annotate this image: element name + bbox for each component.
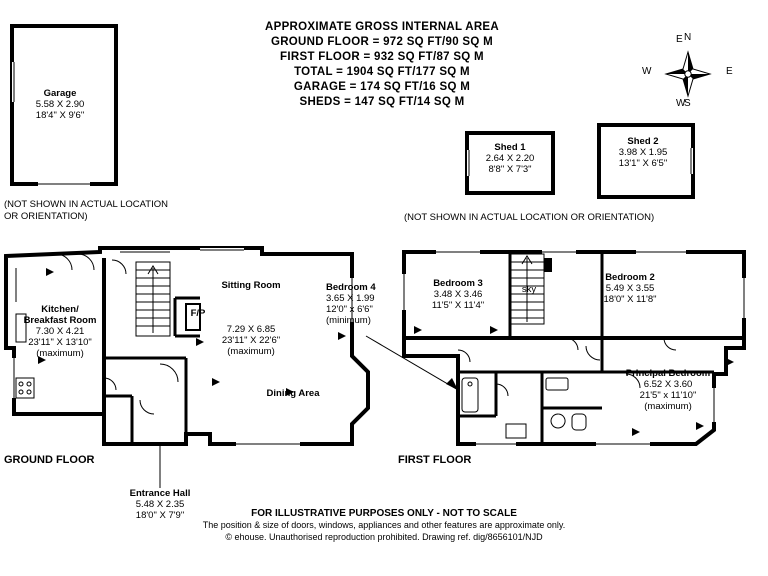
bedroom2-imperial: 18'0" X 11'8" bbox=[603, 294, 657, 305]
sitting-room-metric: 7.29 X 6.85 bbox=[226, 324, 276, 335]
compass-sw-label: W bbox=[676, 98, 686, 109]
area-summary bbox=[212, 20, 552, 110]
sky-label: sky bbox=[521, 284, 537, 295]
shed1-label bbox=[464, 142, 556, 175]
compass-east-label: E bbox=[726, 66, 733, 77]
compass-south-label: S bbox=[684, 98, 691, 109]
area-summary-line: TOTAL = 1904 SQ FT/177 SQ M bbox=[294, 66, 470, 78]
kitchen-name-line1: Kitchen/ bbox=[41, 304, 79, 315]
principal-bedroom-qualifier: (maximum) bbox=[644, 401, 692, 412]
bedroom2-label bbox=[572, 272, 688, 305]
area-summary-line: SHEDS = 147 SQ FT/14 SQ M bbox=[299, 96, 465, 108]
compass-ne-label: E bbox=[676, 34, 683, 45]
entrance-hall-metric: 5.48 X 2.35 bbox=[135, 499, 185, 510]
sheds-location-note bbox=[404, 212, 764, 224]
footer-line2: The position & size of doors, windows, appliances and other features are approximate only. bbox=[202, 520, 566, 530]
bedroom3-metric: 3.48 X 3.46 bbox=[433, 289, 483, 300]
shed2-imperial: 13'1" X 6'5" bbox=[618, 158, 668, 169]
kitchen-imperial: 23'11" X 13'10" bbox=[28, 337, 92, 348]
area-summary-line: GROUND FLOOR = 972 SQ FT/90 SQ M bbox=[270, 36, 494, 48]
footer-disclaimer bbox=[120, 508, 648, 543]
entrance-hall-imperial: 18'0" X 7'9" bbox=[135, 510, 185, 521]
kitchen-qualifier: (maximum) bbox=[36, 348, 84, 359]
garage-note-line1: (NOT SHOWN IN ACTUAL LOCATION bbox=[4, 199, 168, 210]
bedroom3-name: Bedroom 3 bbox=[433, 278, 483, 289]
principal-bedroom-name: Principal Bedroom bbox=[625, 368, 711, 379]
sheds-note-text: (NOT SHOWN IN ACTUAL LOCATION OR ORIENTATION) bbox=[404, 212, 655, 223]
footer-line3: © ehouse. Unauthorised reproduction prohibited. Drawing ref. dig/8656101/NJD bbox=[225, 532, 543, 542]
area-summary-line: GARAGE = 174 SQ FT/16 SQ M bbox=[293, 81, 471, 93]
shed2-metric: 3.98 X 1.95 bbox=[618, 147, 668, 158]
bedroom3-imperial: 11'5" X 11'4" bbox=[431, 300, 485, 311]
shed1-name: Shed 1 bbox=[494, 142, 526, 153]
sitting-room-qualifier: (maximum) bbox=[227, 346, 275, 357]
sitting-room-imperial: 23'11" X 22'6" bbox=[221, 335, 281, 346]
area-summary-line: FIRST FLOOR = 932 SQ FT/87 SQ M bbox=[280, 51, 484, 63]
first-floor-title: FIRST FLOOR bbox=[398, 454, 472, 466]
garage-label bbox=[8, 88, 112, 121]
shed1-imperial: 8'8" X 7'3" bbox=[488, 164, 532, 175]
garage-location-note bbox=[4, 199, 234, 223]
entrance-hall-name: Entrance Hall bbox=[129, 488, 191, 499]
sitting-room-name: Sitting Room bbox=[221, 280, 281, 291]
shed2-name: Shed 2 bbox=[627, 136, 659, 147]
ground-floor-title: GROUND FLOOR bbox=[4, 454, 95, 466]
garage-note-line2: OR ORIENTATION) bbox=[4, 211, 88, 222]
bedroom3-label bbox=[404, 278, 512, 311]
dining-area-name: Dining Area bbox=[266, 388, 320, 399]
principal-bedroom-metric: 6.52 X 3.60 bbox=[643, 379, 693, 390]
shed2-label bbox=[596, 136, 690, 169]
compass-west-label: W bbox=[642, 66, 652, 77]
bedroom4-qualifier: (minimum) bbox=[326, 315, 371, 326]
entrance-hall-leader-line bbox=[150, 440, 170, 490]
first-floor-plan bbox=[396, 238, 768, 458]
kitchen-metric: 7.30 X 4.21 bbox=[35, 326, 85, 337]
shed1-metric: 2.64 X 2.20 bbox=[485, 153, 535, 164]
compass-north-label: N bbox=[684, 32, 692, 43]
area-summary-line: APPROXIMATE GROSS INTERNAL AREA bbox=[265, 21, 499, 33]
principal-bedroom-label bbox=[598, 368, 738, 412]
bedroom4-name: Bedroom 4 bbox=[326, 282, 376, 293]
sitting-room-dims bbox=[196, 324, 306, 357]
bedroom2-name: Bedroom 2 bbox=[605, 272, 655, 283]
garage-imperial: 18'4" X 9'6" bbox=[35, 110, 85, 121]
bedroom2-metric: 5.49 X 3.55 bbox=[605, 283, 655, 294]
kitchen-label bbox=[12, 304, 108, 359]
kitchen-name-line2: Breakfast Room bbox=[23, 315, 97, 326]
garage-metric: 5.58 X 2.90 bbox=[35, 99, 85, 110]
garage-name: Garage bbox=[43, 88, 77, 99]
bedroom4-metric: 3.65 X 1.99 bbox=[326, 293, 375, 304]
footer-line1: FOR ILLUSTRATIVE PURPOSES ONLY - NOT TO SCALE bbox=[251, 508, 517, 519]
principal-bedroom-imperial: 21'5" x 11'10" bbox=[639, 390, 697, 401]
fireplace-label: F/P bbox=[190, 308, 206, 319]
compass-rose bbox=[636, 34, 740, 114]
bedroom4-imperial: 12'0" x 6'6" bbox=[326, 304, 373, 315]
